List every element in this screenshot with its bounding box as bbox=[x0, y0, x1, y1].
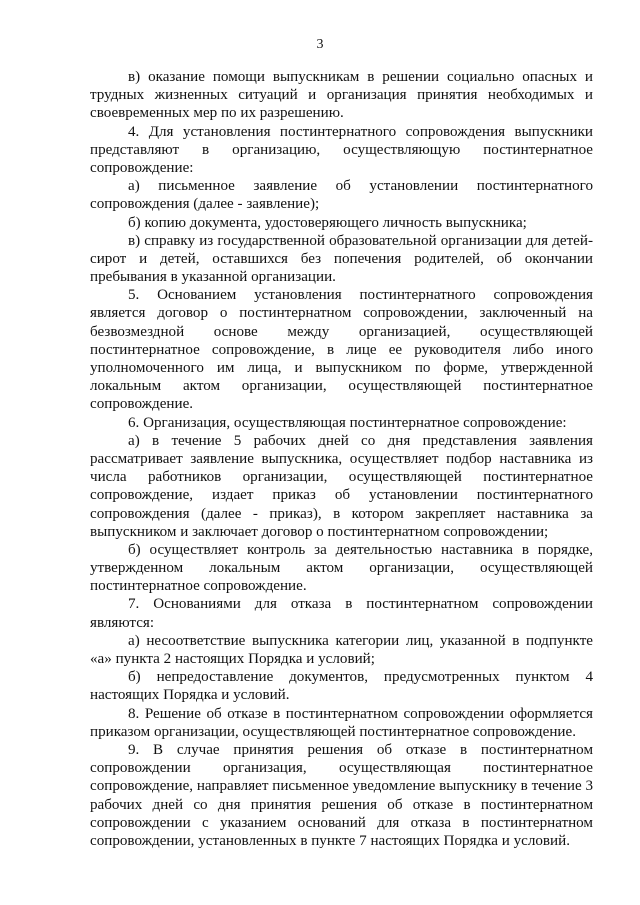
paragraph-4v: в) справку из государственной образовательной организации для детей-сирот и детей, оставшихся без попечения родителей, об окончании пребывания в указанной организации. bbox=[90, 232, 593, 286]
paragraph-9: 9. В случае принятия решения об отказе в постинтернатном сопровождении организация, осуществляющая постинтернатное сопровождение, направляет письменное уведомление выпускнику в течение 3 рабочих дней со дня принятия решения об отказе в постинтернатном сопровождении с указанием оснований для отказа в постинтернатном сопровождении, установленных в пункте 7 настоящих Порядка и условий. bbox=[90, 741, 593, 849]
paragraph-7: 7. Основаниями для отказа в постинтернатном сопровождении являются: bbox=[90, 596, 593, 631]
paragraph-4a: а) письменное заявление об установлении постинтернатного сопровождения (далее - заявление); bbox=[90, 178, 593, 213]
paragraph-4b: б) копию документа, удостоверяющего личность выпускника; bbox=[128, 214, 527, 231]
paragraph-7b: б) непредоставление документов, предусмотренных пунктом 4 настоящих Порядка и условий. bbox=[90, 669, 593, 704]
paragraph-3v: в) оказание помощи выпускникам в решении социально опасных и трудных жизненных ситуаций и организация принятия необходимых и своевременных мер по их разрешению. bbox=[90, 69, 593, 122]
document-body bbox=[90, 68, 593, 850]
paragraph-6a: а) в течение 5 рабочих дней со дня представления заявления рассматривает заявление выпускника, осуществляет подбор наставника из числа работников организации, осуществляющей постинтернатное сопровождение, издает приказ об установлении постинтернатного сопровождения (далее - приказ), в котором закрепляет наставника за выпускником и заключает договор о постинтернатном сопровождении; bbox=[90, 432, 593, 540]
paragraph-7a: а) несоответствие выпускника категории лиц, указанной в подпункте «а» пункта 2 настоящих Порядка и условий; bbox=[90, 632, 593, 667]
paragraph-6: 6. Организация, осуществляющая постинтернатное сопровождение: bbox=[128, 414, 567, 431]
paragraph-4: 4. Для установления постинтернатного сопровождения выпускники представляют в организацию, осуществляющую постинтернатное сопровождение: bbox=[90, 123, 593, 176]
paragraph-6b: б) осуществляет контроль за деятельностью наставника в порядке, утвержденном локальным актом организации, осуществляющей постинтернатное сопровождение. bbox=[90, 541, 593, 595]
page-number: 3 bbox=[316, 37, 324, 52]
paragraph-8: 8. Решение об отказе в постинтернатном сопровождении оформляется приказом организации, осуществляющей постинтернатное сопровождение. bbox=[90, 705, 593, 740]
paragraph-5: 5. Основанием установления постинтернатного сопровождения является договор о постинтернатном сопровождении, заключенный на безвозмездной основе между организацией, осуществляющей постинтернатное сопровождение, в лице ее руководителя либо иного уполномоченного им лица, и выпускником по форме, утвержденной локальным актом организации, осуществляющей постинтернатное сопровождение. bbox=[90, 287, 593, 413]
